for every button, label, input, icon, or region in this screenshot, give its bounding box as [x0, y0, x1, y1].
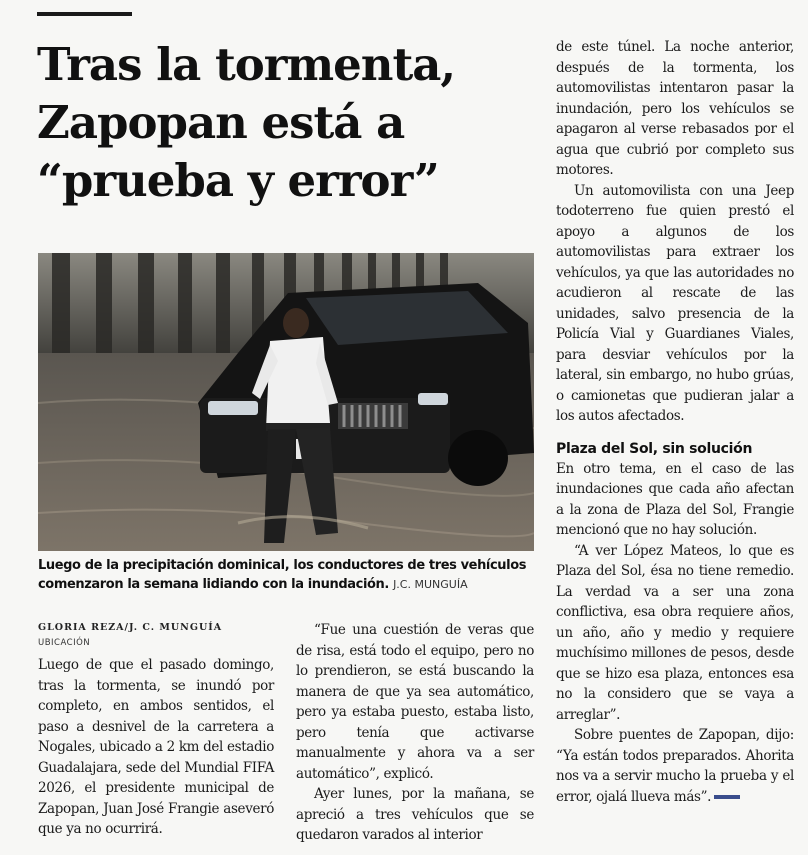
caption-text: Luego de la precipitación dominical, los conductores de tres vehículos comenzaron la semana lidiando con la inundación.	[38, 558, 527, 592]
byline: GLORIA REZA/J. C. MUNGUÍA	[38, 622, 223, 633]
paragraph: En otro tema, en el caso de las inundaciones que cada año afectan a la zona de Plaza del Sol, Frangie mencionó que no hay solución.	[556, 460, 794, 538]
paragraph: Ayer lunes, por la mañana, se apreció a tres vehículos que se quedaron varados al interior	[296, 786, 534, 843]
dateline: UBICACIÓN	[38, 638, 91, 648]
photo-credit: J.C. MUNGUÍA	[393, 578, 468, 591]
paragraph: de este túnel. La noche anterior, después de la tormenta, los automovilistas intentaron pasar la inundación, pero los vehículos se apagaron al verse rebasados por el agua que cubrió por completo sus motores.	[556, 39, 794, 178]
news-photo	[38, 253, 534, 551]
paragraph: Luego de que el pasado domingo, tras la tormenta, se inundó por completo, en ambos sentidos, el paso a desnivel de la carretera a Nogales, ubicado a 2 km del estadio Guadalajara, sede del Mundial FIFA 2026, el presidente municipal de Zapopan, Juan José Frangie aseveró que ya no ocurrirá.	[38, 657, 274, 837]
photo-caption	[38, 556, 534, 594]
paragraph: Un automovilista con una Jeep todoterreno fue quien prestó el apoyo a algunos de los automovilistas para extraer los vehículos, ya que las autoridades no acudieron al rescate de las unidades, salvo presencia de la Policía Vial y Guardianes Viales, para desviar vehículos por la lateral, sin embargo, no hubo grúas, o camionetas que pudieran jalar a los autos afectados.	[556, 182, 794, 424]
paragraph: “A ver López Mateos, lo que es Plaza del Sol, ésa no tiene remedio. La verdad va a ser una zona conflictiva, esa obra requiere años, un año, año y medio y requiere muchísimo millones de pesos, desde que se hizo esa plaza, entonces esa no la considero que se vaya a arreglar”.	[556, 542, 794, 723]
paragraph-last	[556, 725, 794, 807]
flood-scene-illustration	[38, 253, 534, 551]
column-1	[38, 655, 274, 840]
paragraph: “Fue una cuestión de veras que de risa, está todo el equipo, pero no lo prendieron, se está buscando la manera de que ya sea automático, pero ya estaba puesto, estaba listo, pero tenía que activarse manualmente y ahora va a ser automático”, explicó.	[296, 622, 534, 782]
column-2	[296, 620, 534, 846]
subheading: Plaza del Sol, sin solución	[556, 440, 753, 457]
headline: Tras la tormenta, Zapopan está a “prueba y error”	[37, 38, 456, 207]
column-3	[556, 37, 794, 807]
end-of-article-mark	[714, 795, 740, 799]
paragraph-text: Sobre puentes de Zapopan, dijo: “Ya están todos preparados. Ahorita nos va a servir mucho la prueba y el error, ojalá llueva más”.	[556, 727, 794, 805]
top-rule	[37, 12, 132, 16]
